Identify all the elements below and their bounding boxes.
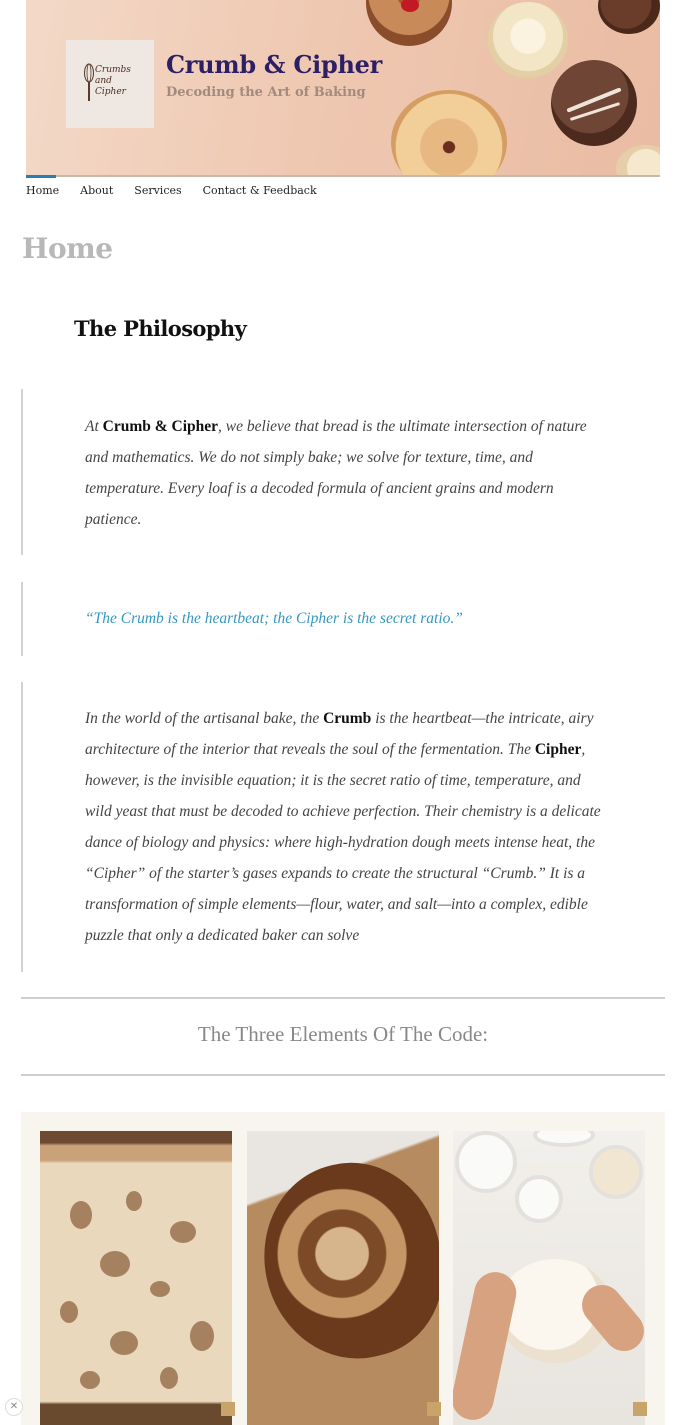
baking-ingredients-photo[interactable]: [453, 1131, 645, 1425]
site-tagline: Decoding the Art of Baking: [166, 85, 366, 100]
pull-quote: [21, 582, 607, 656]
nav-services[interactable]: Services: [134, 184, 182, 197]
body-block: [21, 682, 607, 972]
pastry-image: [488, 2, 568, 78]
divider: [21, 1074, 665, 1076]
elements-gallery: [21, 1112, 665, 1425]
pastry-image: [616, 145, 660, 176]
divider: [21, 997, 665, 999]
corner-decoration: [427, 1402, 441, 1416]
whisk-icon: [83, 63, 95, 103]
pastry-image: [366, 0, 452, 46]
pastry-image: [391, 90, 507, 176]
nav-about[interactable]: About: [80, 184, 114, 197]
active-nav-indicator: [26, 175, 56, 178]
logo-text: Crumbs and Cipher: [95, 65, 131, 97]
pastry-image: [551, 60, 637, 146]
brand-name: Crumb & Cipher: [102, 418, 219, 435]
elements-heading: The Three Elements Of The Code:: [197, 1022, 489, 1046]
page-title: Home: [22, 232, 113, 265]
section-heading: The Philosophy: [74, 316, 247, 341]
header-banner: [26, 0, 660, 176]
close-icon[interactable]: ✕: [5, 1398, 23, 1416]
site-logo[interactable]: [66, 40, 154, 128]
body-paragraph: In the world of the artisanal bake, the Crumb is the heartbeat—the intricate, airy architecture of the interior that reveals the soul of the fermentation. The Cipher, however, is the invisible equation; it is the secret ratio of time, temperature, and wild yeast that must be decoded to achieve perfection. Their chemistry is a delicate dance of biology and physics: where high-hydration dough meets intense heat, the “Cipher” of the starter’s gases expands to create the structural “Crumb.” It is a transformation of simple elements—flour, water, and salt—into a complex, edible puzzle that only a dedicated baker can solve: [85, 710, 601, 944]
main-nav: [26, 184, 338, 197]
pastry-image: [598, 0, 660, 34]
bread-crumb-photo[interactable]: [40, 1131, 232, 1425]
scored-loaf-photo[interactable]: [247, 1131, 439, 1425]
intro-block: [21, 389, 607, 555]
header-divider: [26, 175, 660, 177]
nav-contact-feedback[interactable]: Contact & Feedback: [202, 184, 317, 197]
intro-paragraph: At Crumb & Cipher, we believe that bread is the ultimate intersection of nature and mathematics. We do not simply bake; we solve for texture, time, and temperature. Every loaf is a decoded formula of ancient grains and modern patience.: [85, 418, 587, 528]
site-title[interactable]: Crumb & Cipher: [166, 50, 382, 79]
corner-decoration: [633, 1402, 647, 1416]
corner-decoration: [221, 1402, 235, 1416]
pull-quote-text: “The Crumb is the heartbeat; the Cipher is the secret ratio.”: [85, 610, 463, 627]
nav-home[interactable]: Home: [26, 184, 60, 197]
